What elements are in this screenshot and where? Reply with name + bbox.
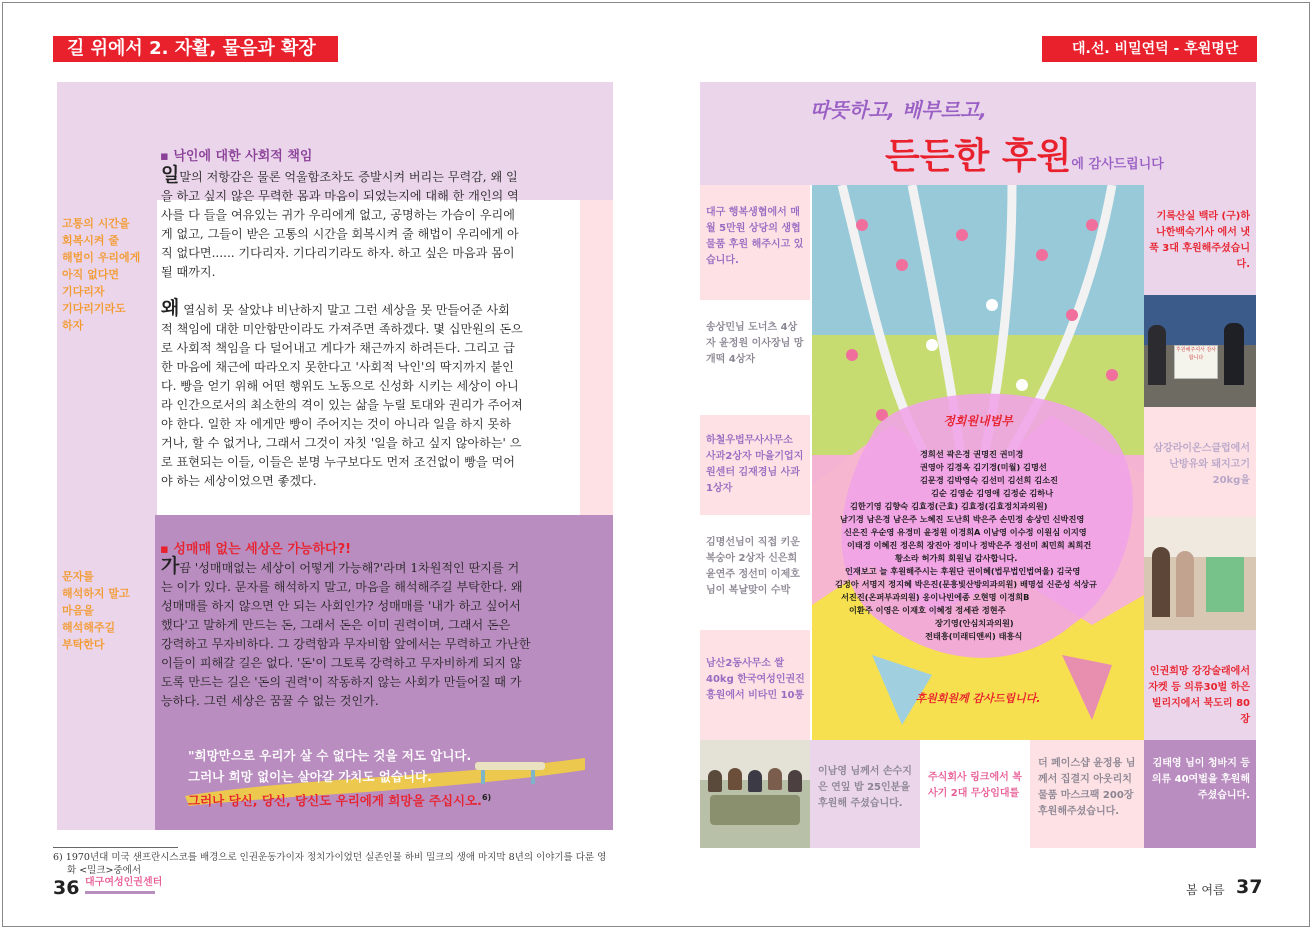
quote-block	[188, 745, 578, 811]
side-note-line: 마음을	[62, 604, 94, 617]
center-logo	[85, 877, 163, 899]
donor-text: 이남영 님께서 손수지은 연잎 밥 25인분을 후원해 주셨습니다.	[818, 766, 912, 809]
names-line: 전태흥(미래티앤씨) 태흥식	[925, 631, 1023, 641]
title-line-2	[885, 128, 1164, 179]
donor-cell-4	[700, 515, 810, 630]
donor-text: 주식회사 링크에서 복사기 2대 무상임대를	[928, 772, 1022, 799]
text-line: 직 없다면...... 기다리자. 기다리기라도 하자. 하고 싶은 마음과 몸이	[161, 246, 515, 261]
title-big-text: 든든한 후원	[885, 136, 1072, 177]
text-line: 될 때까지.	[161, 265, 216, 280]
names-line: 권영아 김경옥 김기경(미월) 김명선	[920, 462, 1047, 472]
names-line: 경희선 곽은경 권명진 권미경	[920, 449, 1024, 459]
names-line: 김순 김영순 김영애 김정순 김하나	[931, 488, 1054, 498]
left-header-text: 길 위에서 2. 자활, 물음과 확장	[67, 38, 316, 59]
names-line: 장기영(안심치과의원)	[935, 618, 1014, 628]
donor-cell-12	[1030, 740, 1144, 848]
donor-cell-7	[1144, 407, 1256, 517]
right-page-label: 봄 여름	[1186, 883, 1225, 897]
logo-underline	[85, 891, 155, 894]
names-line: 신은진 우순영 유경미 윤정원 이경희A 이남영 이수정 이원심 이지영	[844, 527, 1087, 537]
dropcap: 왜	[161, 297, 180, 319]
names-line: 인재보고 늘 후원해주시는 후원단 권이혜(법무법인법여울) 김국영	[845, 566, 1081, 576]
text-line: 한 마음에 채근에 따라오지 못한다고 '사회적 낙인'의 딱지까지 붙인	[161, 360, 514, 375]
donor-cell-5	[700, 630, 810, 740]
text-line: 능하다. 그런 세상은 꿈꿀 수 없는 것인가.	[161, 694, 379, 709]
side-note-2	[62, 568, 157, 653]
text-line: 사를 다 들을 여유있는 귀가 우리에게 없고, 공명하는 가슴이 우리에	[161, 208, 515, 223]
title-line-1: 따뜻하고, 배부르고,	[810, 98, 987, 122]
footnote-line: 6) 1970년대 미국 샌프란시스코를 배경으로 인권운동가이자 정치가이었던 실존인물 하비 밀크의 생애 마지막 8년의 이야기를 다룬 영	[53, 852, 607, 863]
title-tail-text: 에 감사드립니다	[1071, 157, 1164, 172]
donor-cell-10	[810, 740, 920, 848]
quote-line: 그러나 희망 없이는 살아갈 가치도 없습니다.	[188, 769, 432, 784]
text-line: 성매매를 하지 않으면 안 되는 사회인가? 성매매를 '내가 하고 싶어서	[161, 599, 521, 614]
donor-text: 인권희망 강강술래에서 자켓 등 의류30벌 하은빌리지에서 북도리 80장	[1148, 666, 1250, 725]
side-note-line: 해석하지 말고	[62, 587, 130, 600]
side-note-line: 해법이 우리에게	[62, 251, 141, 264]
right-header-text: 대.선. 비밀연덕 - 후원명단	[1072, 41, 1239, 57]
text-line: 말의 저항감은 물론 억울함조차도 증발시켜 버리는 무력감, 왜 일	[179, 170, 518, 184]
text-line: 라 인간으로서의 최소한의 격이 있는 삶을 누릴 토대와 권리가 주어져	[161, 398, 523, 413]
side-note-line: 기다리기라도	[62, 302, 126, 315]
left-page-pink-strip	[580, 200, 613, 515]
names-line: 김정아 서명지 정지혜 박은진(문흥빛산방의과의원) 배명섭 신준성 석상규	[835, 579, 1097, 589]
donor-text: 남산2동사무소 쌀 40kg 한국여성인권진흥원에서 비타민 10통	[706, 658, 805, 701]
names-title: 정회원내법부	[943, 414, 1013, 428]
donor-cell-6	[1144, 185, 1256, 295]
text-line: 을 하고 싶지 않은 무력한 몸과 마음이 되었는지에 대해 한 개인의 역	[161, 189, 519, 204]
donor-cell-11	[920, 740, 1030, 848]
donor-text: 송상민님 도너츠 4상자 윤정원 이사장님 망개떡 4상자	[706, 322, 804, 365]
side-note-1	[62, 215, 157, 334]
right-page-number: 37	[1236, 876, 1263, 898]
donor-text: 김명선님이 직접 키운 복숭아 2상자 신은희 윤연주 정선미 이제호님이 복날맞이 수박	[706, 537, 800, 596]
names-line: 이태경 이혜진 정은희 장진아 정미나 정박은주 정선미 최민희 최희건	[847, 540, 1092, 550]
section1-paragraph1	[161, 166, 577, 282]
text-line: 다. 빵을 얻기 위해 어떤 행위도 노동으로 신성화 시키는 세상이 아니	[161, 379, 519, 394]
dropcap: 일	[161, 164, 180, 186]
section-title-stigma: ▪ 낙인에 대한 사회적 책임	[160, 149, 313, 164]
names-line: 황소라 허가희 회원님 감사합니다.	[895, 553, 1018, 563]
footnote	[53, 851, 618, 877]
text-line: 끔 '성매매없는 세상이 어떻게 가능해?'라며 1차원적인 딴지를 거	[179, 561, 520, 575]
text-line: 이들이 피해갈 길은 없다. '돈'이 그토록 강력하고 무자비하게 되지 않	[161, 656, 522, 671]
text-line: 강력하고 무자비하다. 그 강력함과 무자비함 앞에서는 무력하고 가난한	[161, 637, 531, 652]
left-page-number: 36	[53, 877, 80, 899]
donor-cell-1	[700, 185, 810, 300]
text-line: 야 한다. 일한 자 에게만 빵이 주어지는 것이 아니라 일을 하지 못하	[161, 417, 511, 432]
text-line: 로 사회적 책임을 다 덜어내고 게다가 채근까지 하려든다. 그리고 급	[161, 341, 515, 356]
text-line: 게 없고, 그들이 받은 고통의 시간을 회복시켜 줄 해법이 우리에게 아	[161, 227, 519, 242]
donor-text: 삼강라이온스클럽에서 난방유와 돼지고기 20kg을	[1153, 443, 1250, 486]
side-note-line: 기다리자	[62, 285, 105, 298]
text-line: 적 책임에 대한 미안함만이라도 가져주면 족하겠다. 몇 십만원의 돈으	[161, 322, 523, 337]
section1-paragraph2	[161, 299, 577, 491]
section2-paragraph	[161, 557, 577, 711]
photo-sign: 후원해주셔서 감사합니다	[1174, 345, 1218, 379]
side-note-line: 고통의 시간을	[62, 217, 130, 230]
footnote-divider	[53, 847, 178, 848]
donor-text: 기록산실 백라 (구)하나한백숙기사 에서 냇푹 3대 후원해주셨습니다.	[1149, 211, 1250, 270]
side-note-line: 하자	[62, 319, 84, 332]
side-note-line: 아직 없다면	[62, 268, 119, 281]
photo-clothes-donation	[1144, 517, 1256, 630]
donor-text: 하철우법무사사무소 사과2상자 마을기업지원센터 김재경님 사과 1상자	[706, 435, 804, 494]
text-line: 로 표현되는 이들, 이들은 분명 누구보다도 먼저 조건없이 빵을 먹어	[161, 455, 515, 470]
text-line: 거나, 할 수 없거나, 그래서 그것이 자칫 '일을 하고 싶지 않아하는' 으	[161, 436, 522, 451]
photo-group-meal	[700, 740, 810, 848]
right-header-bar	[1042, 36, 1257, 62]
donor-cell-8	[1144, 630, 1256, 740]
donor-cell-9	[1144, 740, 1256, 848]
photo-check-presentation	[1144, 295, 1256, 407]
text-line: 는 이가 있다. 문자를 해석하지 말고, 마음을 해석해주길 부탁한다. 왜	[161, 580, 523, 595]
donor-cell-3	[700, 415, 810, 515]
donor-cell-2	[700, 300, 810, 415]
section-title-no-prostitution: ▪ 성매매 없는 세상은 가능하다?!	[160, 542, 352, 557]
footnote-line: 화 <밀크>중에서	[67, 865, 142, 876]
names-line: 남기경 남은경 남은주 노혜진 도난희 박은주 손민정 송상민 신박진영	[840, 514, 1085, 524]
side-note-line: 부탁한다	[62, 638, 105, 651]
dropcap: 가	[161, 555, 180, 577]
side-note-line: 해석해주길	[62, 621, 116, 634]
text-line: 도록 만드는 길은 '돈의 권력'이 작동하지 않는 사회가 만들어질 때 가	[161, 675, 522, 690]
side-note-line: 문자를	[62, 570, 94, 583]
donor-names-list	[835, 448, 1135, 643]
names-line: 서진진(온퍼부과의원) 옹이나빈에종 오현명 이경희B	[841, 592, 1030, 602]
names-line: 김한기영 김향숙 김효정(근효) 김효정(김효정치과의원)	[850, 501, 1048, 511]
text-line: 열심히 못 살았냐 비난하지 말고 그런 세상을 못 만들어준 사회	[179, 303, 510, 317]
side-note-line: 회복시켜 줄	[62, 234, 119, 247]
footnote-ref: 6)	[481, 793, 492, 802]
names-line: 이환주 이영은 이재호 이혜정 정세관 정현주	[849, 605, 1006, 615]
names-line: 김문경 김박영숙 김선미 김선희 김소진	[920, 475, 1058, 485]
donor-text: 대구 행복생협에서 매월 5만원 상당의 생협물품 후원 해주시고 있습니다.	[706, 207, 804, 266]
quote-line: "희망만으로 우리가 살 수 없다는 것을 저도 압니다.	[188, 748, 472, 763]
names-footer: 후원회원께 감사드립니다.	[915, 692, 1041, 705]
logo-text: 대구여성인권센터	[85, 877, 163, 888]
donor-text: 김태영 님이 청바지 등 의류 40여벌을 후원해주셨습니다.	[1151, 758, 1250, 801]
text-line: 했다'고 말하게 만드는 돈, 그래서 돈은 이미 권력이며, 그래서 돈은	[161, 618, 511, 633]
left-header-bar	[53, 36, 338, 62]
text-line: 야 하는 세상이었으면 좋겠다.	[161, 474, 317, 489]
donor-text: 더 페이스샵 윤정용 님께서 집결지 아웃리치 물품 마스크팩 200장 후원해주셨습니다.	[1038, 758, 1136, 817]
quote-line-red: 그러나 당신, 당신, 당신도 우리에게 희망을 주십시오.	[188, 793, 482, 809]
